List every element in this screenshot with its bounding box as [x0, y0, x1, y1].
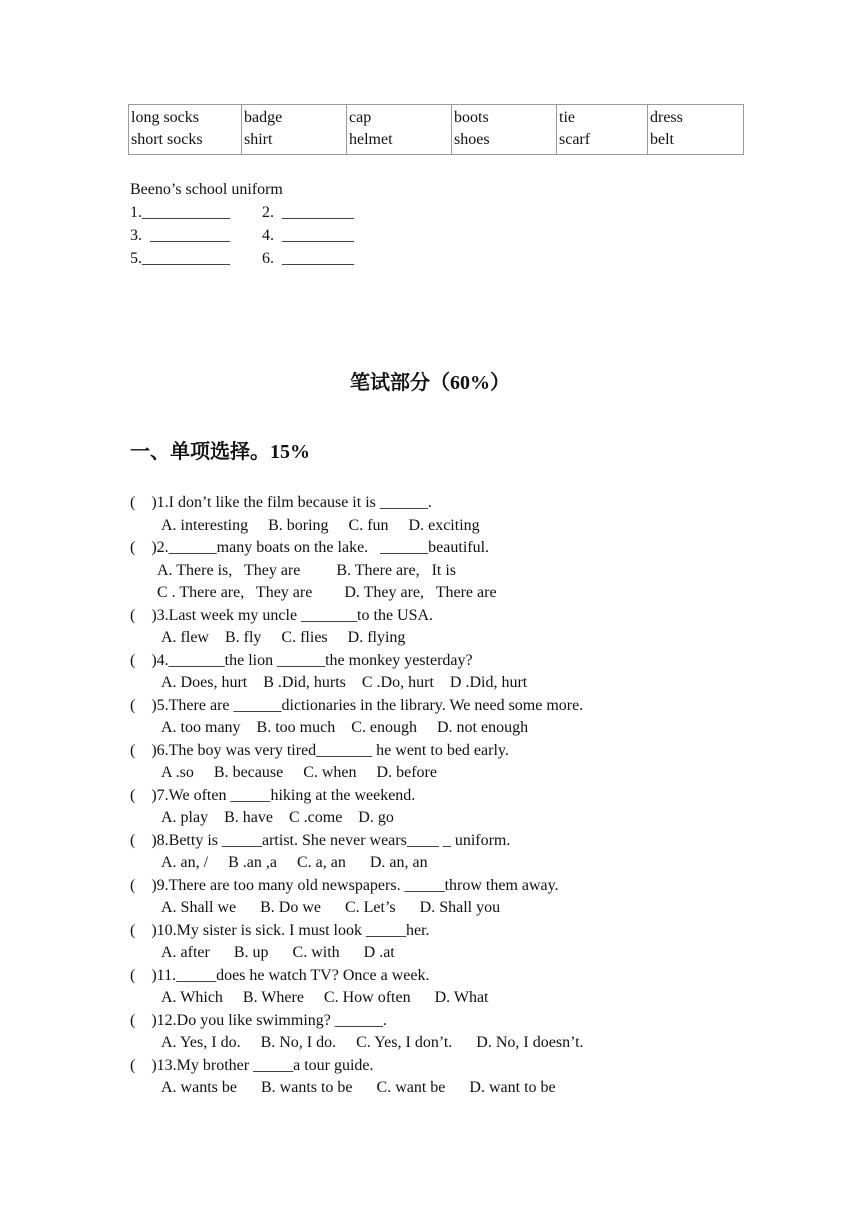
question-stem	[130, 830, 770, 853]
question-options: A. Shall we B. Do we C. Let’s D. Shall you	[161, 899, 501, 916]
word: short socks	[131, 131, 203, 148]
question-stem	[130, 695, 770, 718]
question-text: )13.My brother _____a tour guide.	[135, 1056, 374, 1074]
written-part-title: 笔试部分（60%）	[350, 372, 510, 394]
question-item	[130, 740, 770, 785]
question-text: )10.My sister is sick. I must look _____her.	[135, 921, 430, 939]
question-options: A. wants be B. wants to be C. want be D. want to be	[161, 1079, 556, 1096]
question-item	[130, 965, 770, 1010]
question-item	[130, 605, 770, 650]
question-stem	[130, 650, 770, 673]
word: belt	[650, 131, 674, 148]
question-options: A. after B. up C. with D .at	[161, 944, 395, 961]
question-options: A. Yes, I do. B. No, I do. C. Yes, I don’t. D. No, I doesn’t.	[161, 1034, 584, 1051]
question-item	[130, 650, 770, 695]
question-options: A. play B. have C .come D. go	[161, 809, 394, 826]
question-stem	[130, 965, 770, 988]
word: shirt	[244, 131, 273, 148]
answer-paren: (	[130, 1011, 136, 1029]
answer-blank-row: 3. __________ 4. _________	[130, 227, 354, 244]
question-item	[130, 1010, 770, 1055]
question-text: )3.Last week my uncle _______to the USA.	[135, 606, 434, 624]
question-stem	[130, 492, 770, 515]
word: dress	[650, 109, 683, 126]
question-text: )2.______many boats on the lake. ______beautiful.	[135, 539, 490, 556]
question-stem	[130, 1055, 770, 1078]
answer-paren: (	[130, 696, 136, 714]
question-text: )8.Betty is _____artist. She never wears____ _ uniform.	[135, 831, 511, 849]
answer-paren: (	[130, 921, 136, 939]
uniform-answer-block	[130, 178, 354, 270]
question-stem	[130, 920, 770, 943]
question-stem	[130, 605, 770, 628]
answer-paren: (	[130, 876, 136, 894]
answer-paren: (	[130, 831, 136, 849]
question-options: A. an, / B .an ,a C. a, an D. an, an	[161, 854, 428, 871]
answer-paren: (	[130, 539, 136, 556]
answer-paren: (	[130, 786, 136, 804]
word-table	[128, 104, 744, 155]
answer-paren: (	[130, 651, 136, 669]
question-stem	[130, 875, 770, 898]
answer-paren: (	[130, 606, 136, 624]
word-cell	[557, 105, 648, 155]
word: scarf	[559, 131, 591, 148]
question-options: A. Does, hurt B .Did, hurts C .Do, hurt D .Did, hurt	[161, 674, 528, 691]
answer-paren: (	[130, 741, 136, 759]
question-options: A. There is, They are B. There are, It is	[157, 561, 457, 579]
question-text: )5.There are ______dictionaries in the library. We need some more.	[135, 696, 584, 714]
answer-paren: (	[130, 494, 136, 511]
word: helmet	[349, 131, 393, 148]
word-cell	[347, 105, 452, 155]
question-text: )9.There are too many old newspapers. _____throw them away.	[135, 876, 559, 894]
answer-blank-row: 1.___________ 2. _________	[130, 204, 354, 221]
word: cap	[349, 109, 372, 126]
question-item	[130, 1055, 770, 1100]
question-item	[130, 830, 770, 875]
uniform-title: Beeno’s school uniform	[130, 181, 283, 198]
word-cell	[452, 105, 557, 155]
word-cell	[129, 105, 242, 155]
section-title: 一、单项选择。15%	[130, 441, 310, 463]
word-table-row	[129, 105, 744, 155]
question-text: )6.The boy was very tired_______ he went to bed early.	[135, 741, 509, 759]
word: tie	[559, 109, 575, 126]
question-text: )7.We often _____hiking at the weekend.	[135, 786, 416, 804]
word: boots	[454, 109, 489, 126]
question-options: C . There are, They are D. They are, There are	[157, 584, 497, 601]
question-options: A .so B. because C. when D. before	[161, 764, 437, 781]
question-options: A. Which B. Where C. How often D. What	[161, 989, 489, 1006]
question-stem	[130, 785, 770, 808]
word-cell	[648, 105, 744, 155]
question-text: )4._______the lion ______the monkey yesterday?	[135, 651, 473, 669]
question-text: )11._____does he watch TV? Once a week.	[135, 966, 430, 984]
word: long socks	[131, 109, 199, 126]
question-item	[130, 875, 770, 920]
word: badge	[244, 109, 283, 126]
question-item	[130, 695, 770, 740]
question-text: )12.Do you like swimming? ______.	[135, 1011, 387, 1029]
question-stem	[130, 537, 770, 560]
question-list	[130, 492, 770, 1100]
word-cell	[242, 105, 347, 155]
question-item	[130, 537, 770, 605]
question-options: A. too many B. too much C. enough D. not enough	[161, 719, 529, 736]
question-options: A. flew B. fly C. flies D. flying	[161, 629, 406, 646]
question-stem	[130, 740, 770, 763]
question-stem	[130, 1010, 770, 1033]
answer-paren: (	[130, 1056, 136, 1074]
question-options: A. interesting B. boring C. fun D. exciting	[161, 516, 480, 534]
word: shoes	[454, 131, 490, 148]
question-text: )1.I don’t like the film because it is ______.	[135, 494, 432, 511]
question-item	[130, 920, 770, 965]
question-item	[130, 492, 770, 537]
answer-paren: (	[130, 966, 136, 984]
answer-blank-row: 5.___________ 6. _________	[130, 250, 354, 267]
question-item	[130, 785, 770, 830]
